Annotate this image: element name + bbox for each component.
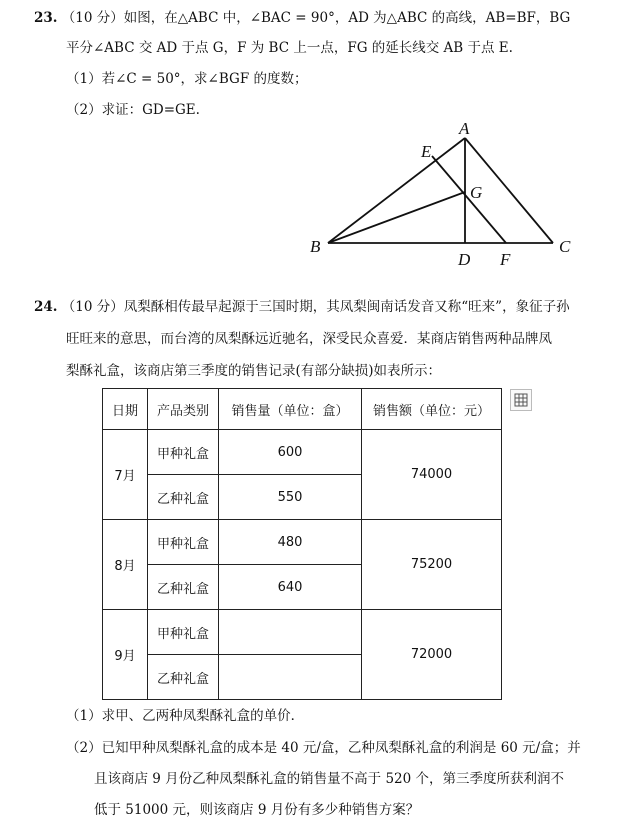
amount-cell: 75200: [362, 520, 502, 610]
q24-part-2-line-1: （2）已知甲种凤梨酥礼盒的成本是 40 元/盒，乙种凤梨酥礼盒的利润是 60 元/盒；并: [66, 740, 581, 756]
q23-stem-line-1: （10 分）如图，在△ABC 中，∠BAC = 90°，AD 为△ABC 的高线，AB=BF，BG: [61, 10, 571, 26]
category-cell: 甲种礼盒: [148, 610, 219, 655]
label-f: F: [500, 250, 511, 269]
table-header-row: [103, 389, 502, 430]
q23-part-2: （2）求证：GD=GE.: [66, 102, 200, 118]
label-b: B: [310, 237, 321, 256]
category-cell: 乙种礼盒: [148, 565, 219, 610]
label-a: A: [459, 119, 470, 138]
q24-part-2-line-2: 且该商店 9 月份乙种凤梨酥礼盒的销售量不高于 520 个，第三季度所获利润不: [94, 771, 565, 787]
q23-line-1: [34, 8, 570, 28]
q24-part-2-line-3: 低于 51000 元，则该商店 9 月份有多少种销售方案？: [94, 802, 420, 818]
segment-bg: [328, 192, 465, 243]
header-quantity: 销售量（单位：盒）: [219, 389, 362, 430]
q23-number: 23.: [34, 10, 58, 26]
sales-table: [102, 388, 502, 700]
label-e: E: [421, 142, 432, 161]
q24-line-1: [34, 297, 570, 317]
quantity-cell: 550: [219, 475, 362, 520]
table-grid-icon: [511, 390, 531, 410]
table-row: [103, 520, 502, 565]
q24-stem-line-2: 旺旺来的意思，而台湾的凤梨酥远近驰名，深受民众喜爱．某商店销售两种品牌凤: [66, 331, 552, 347]
header-category: 产品类别: [148, 389, 219, 430]
category-cell: 甲种礼盒: [148, 430, 219, 475]
header-date: 日期: [103, 389, 148, 430]
amount-cell: 72000: [362, 610, 502, 700]
q23-stem-line-2: 平分∠ABC 交 AD 于点 G，F 为 BC 上一点，FG 的延长线交 AB 于点 E.: [66, 40, 513, 56]
q24-stem-line-3: 梨酥礼盒，该商店第三季度的销售记录(有部分缺损)如表所示：: [66, 363, 442, 379]
category-cell: 乙种礼盒: [148, 655, 219, 700]
label-d: D: [458, 250, 471, 269]
quantity-cell: 640: [219, 565, 362, 610]
table-row: [103, 430, 502, 475]
segment-ab: [328, 138, 465, 243]
q24-number: 24.: [34, 299, 58, 315]
quantity-cell: [219, 655, 362, 700]
label-g: G: [470, 183, 483, 202]
quantity-cell: [219, 610, 362, 655]
quantity-cell: 600: [219, 430, 362, 475]
label-c: C: [559, 237, 571, 256]
amount-cell: 74000: [362, 430, 502, 520]
triangle-figure: [300, 118, 590, 273]
q24-part-1: （1）求甲、乙两种凤梨酥礼盒的单价．: [66, 708, 305, 724]
month-cell: 9月: [103, 610, 148, 700]
header-amount: 销售额（单位：元）: [362, 389, 502, 430]
category-cell: 甲种礼盒: [148, 520, 219, 565]
q23-part-1: （1）若∠C = 50°，求∠BGF 的度数；: [66, 71, 308, 87]
table-row: [103, 610, 502, 655]
table-select-button[interactable]: [510, 389, 532, 411]
category-cell: 乙种礼盒: [148, 475, 219, 520]
month-cell: 7月: [103, 430, 148, 520]
month-cell: 8月: [103, 520, 148, 610]
q24-stem-line-1: （10 分）凤梨酥相传最早起源于三国时期，其凤梨闽南话发音又称“旺来”，象征子孙: [61, 299, 570, 315]
quantity-cell: 480: [219, 520, 362, 565]
